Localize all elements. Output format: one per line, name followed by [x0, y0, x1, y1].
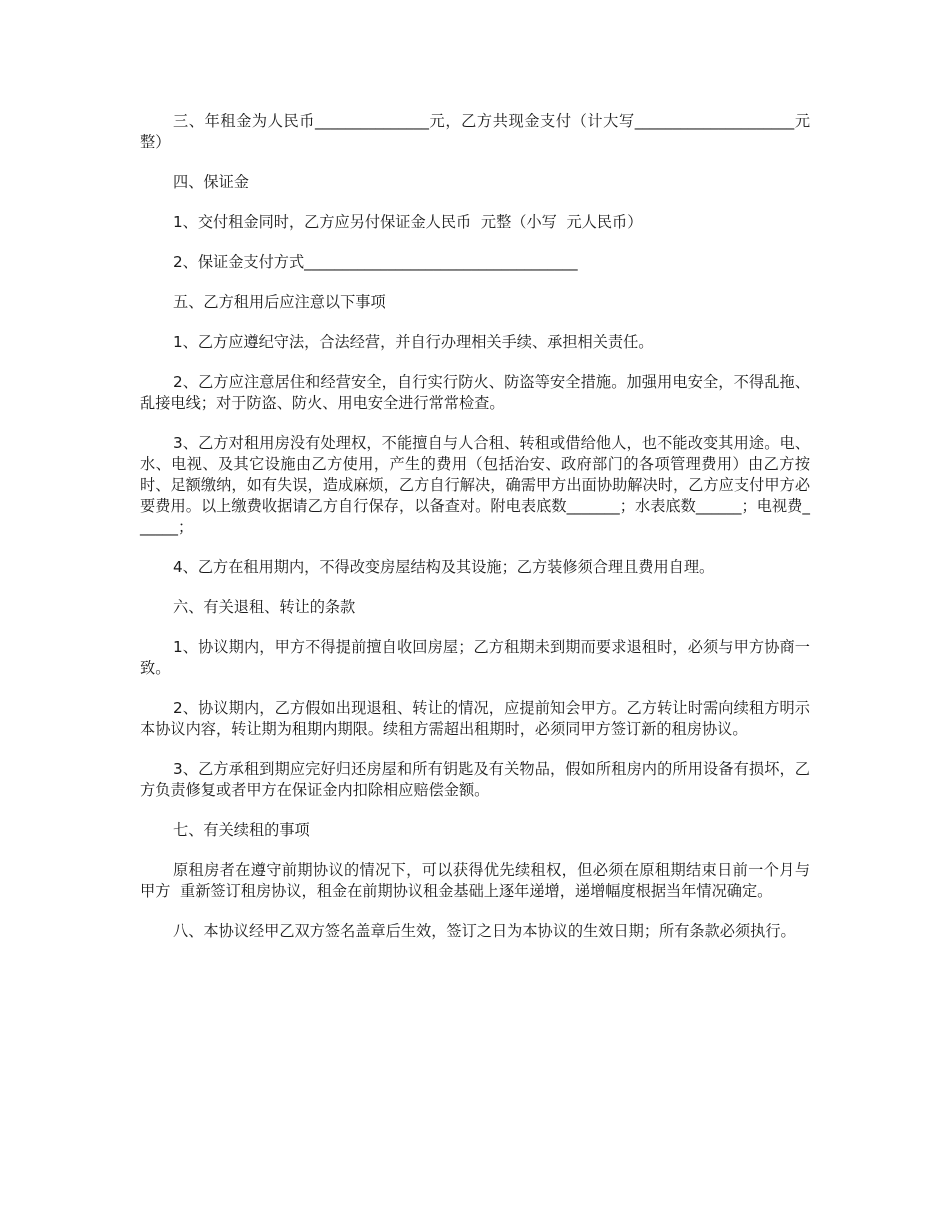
clause-4-2-deposit-method: 2、保证金支付方式____________________________________	[173, 253, 578, 271]
clause-6-3: 3、乙方承租到期应完好归还房屋和所有钥匙及有关物品，假如所租房内的所用设备有损坏，乙方负责修复或者甲方在保证金内扣除相应赔偿金额。	[140, 760, 810, 799]
clause-4-1-deposit-amount: 1、交付租金同时，乙方应另付保证金人民币 元整（小写 元人民币）	[173, 213, 643, 231]
section-5-heading-notes: 五、乙方租用后应注意以下事项	[173, 293, 386, 311]
clause-5-1: 1、乙方应遵纪守法，合法经营，并自行办理相关手续、承担相关责任。	[173, 333, 654, 351]
clause-5-4: 4、乙方在租用期内，不得改变房屋结构及其设施；乙方装修须合理且费用自理。	[173, 558, 715, 576]
clause-6-2: 2、协议期内，乙方假如出现退租、转让的情况，应提前知会甲方。乙方转让时需向续租方明示本协议内容，转让期为租期内期限。续租方需超出租期时，必须同甲方签订新的租房协议。	[140, 699, 810, 738]
document-body	[140, 111, 810, 961]
clause-3-annual-rent: 三、年租金为人民币_______________元，乙方共现金支付（计大写_____________________元整）	[140, 112, 810, 151]
clause-6-1: 1、协议期内，甲方不得提前擅自收回房屋；乙方租期未到期而要求退租时，必须与甲方协商一致。	[140, 638, 810, 677]
clause-8-effective: 八、本协议经甲乙双方签名盖章后生效，签订之日为本协议的生效日期；所有条款必须执行。	[173, 922, 796, 940]
section-6-heading-termination: 六、有关退租、转让的条款	[173, 598, 356, 616]
clause-7-body: 原租房者在遵守前期协议的情况下，可以获得优先续租权，但必须在原租期结束日前一个月与甲方 重新签订租房协议，租金在前期协议租金基础上逐年递增，递增幅度根据当年情况确定。	[140, 861, 810, 900]
section-7-heading-renewal: 七、有关续租的事项	[173, 821, 310, 839]
clause-5-3: 3、乙方对租用房没有处理权，不能擅自与人合租、转租或借给他人，也不能改变其用途。电、水、电视、及其它设施由乙方使用，产生的费用（包括治安、政府部门的各项管理费用）由乙方按时、足额缴纳，如有失误，造成麻烦，乙方自行解决，确需甲方出面协助解决时，乙方应支付甲方必要费用。以上缴费收据请乙方自行保存，以备查对。附电表底数_______；水表底数______；电视费______；	[140, 434, 810, 536]
section-4-heading-deposit: 四、保证金	[173, 173, 249, 191]
clause-5-2: 2、乙方应注意居住和经营安全，自行实行防火、防盗等安全措施。加强用电安全，不得乱拖、乱接电线；对于防盗、防火、用电安全进行常常检查。	[140, 373, 810, 412]
